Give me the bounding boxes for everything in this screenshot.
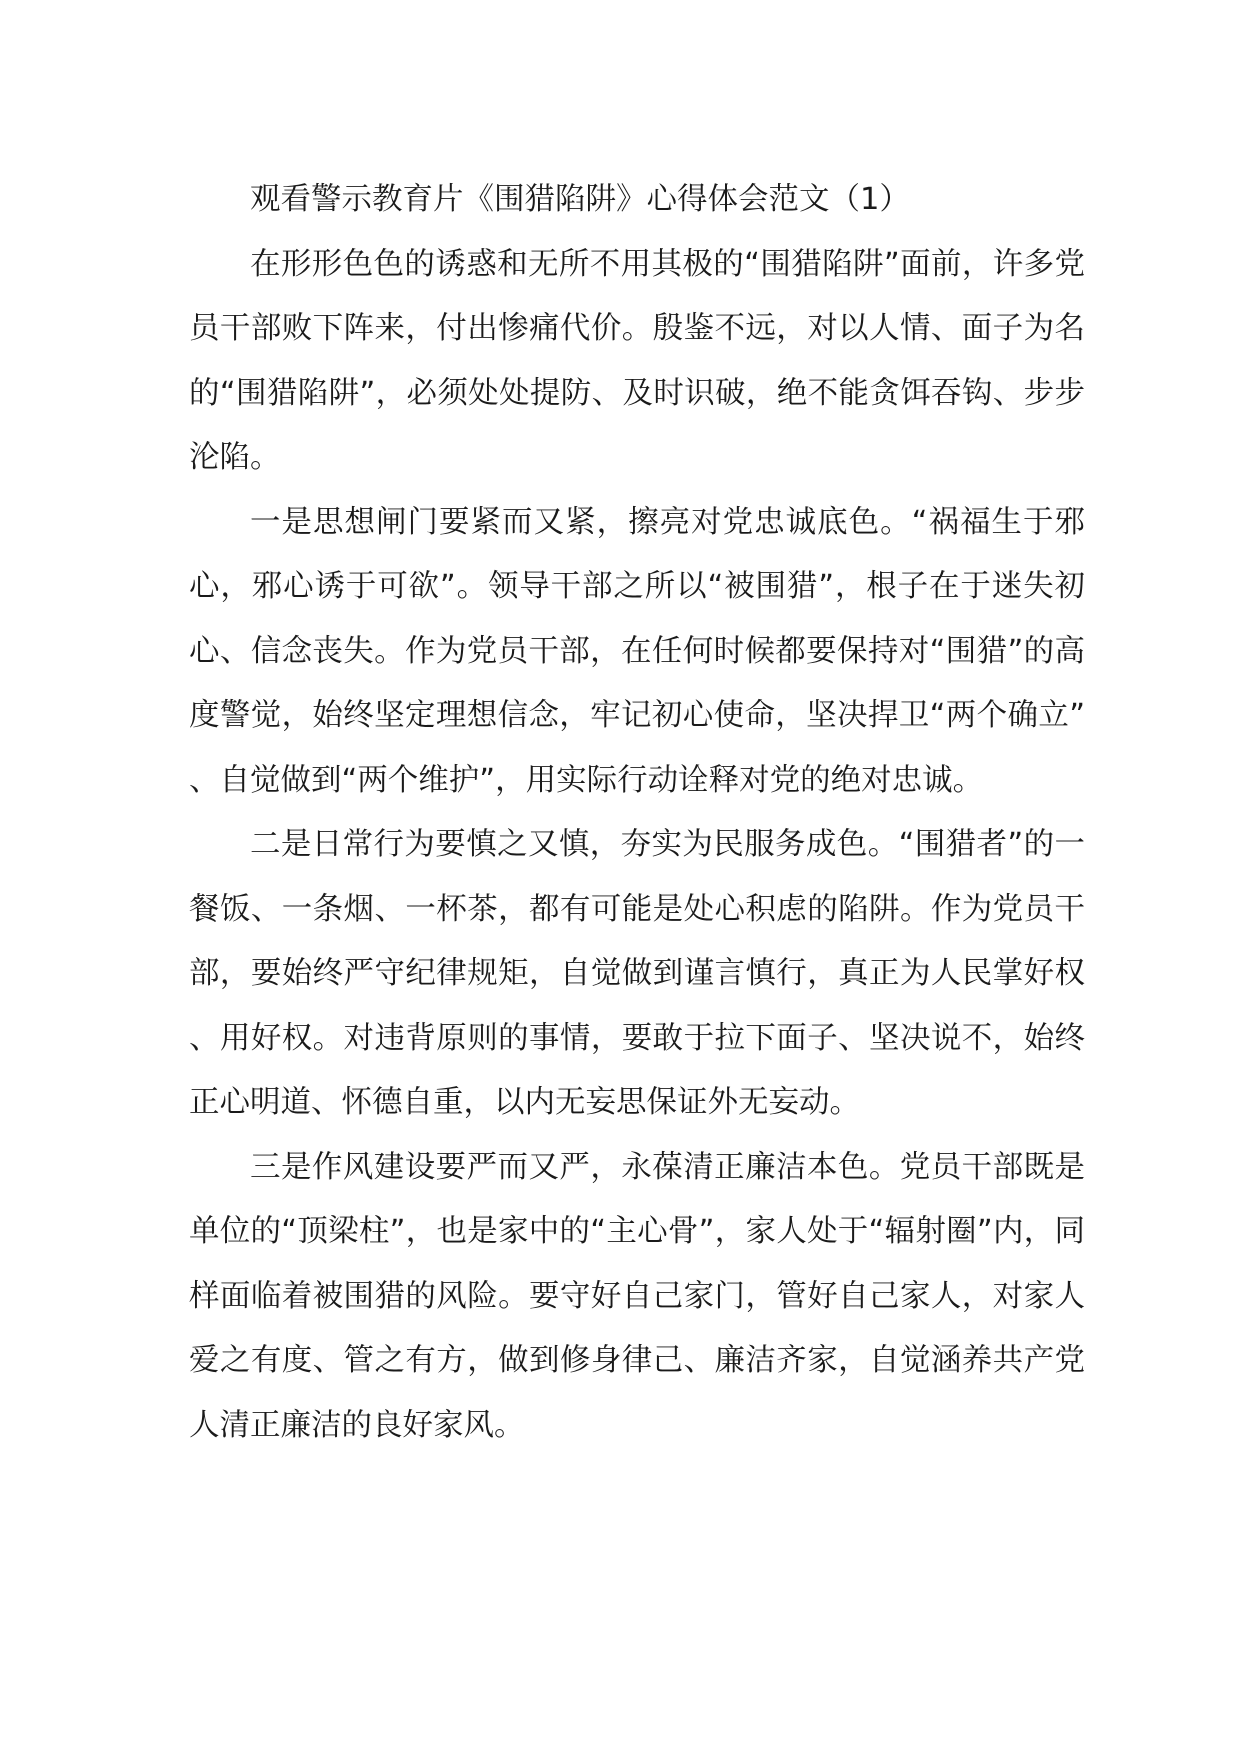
document-body [189,168,1085,1458]
intro-paragraph: 在形形色色的诱惑和无所不用其极的“围猎陷阱”面前，许多党员干部败下阵来，付出惨痛代价。殷鉴不远，对以人情、面子为名的“围猎陷阱”，必须处处提防、及时识破，绝不能贪饵吞钩、步步沦陷。 [189,246,1085,475]
point-two-paragraph: 二是日常行为要慎之又慎，夯实为民服务成色。“围猎者”的一餐饭、一条烟、一杯茶，都有可能是处心积虑的陷阱。作为党员干部，要始终严守纪律规矩，自觉做到谨言慎行，真正为人民掌好权、用好权。对违背原则的事情，要敢于拉下面子、坚决说不，始终正心明道、怀德自重，以内无妄思保证外无妄动。 [189,827,1085,1120]
point-one-paragraph: 一是思想闸门要紧而又紧，擦亮对党忠诚底色。“祸福生于邪心，邪心诱于可欲”。领导干部之所以“被围猎”，根子在于迷失初心、信念丧失。作为党员干部，在任何时候都要保持对“围猎”的高度警觉，始终坚定理想信念，牢记初心使命，坚决捍卫“两个确立”、自觉做到“两个维护”，用实际行动诠释对党的绝对忠诚。 [189,504,1085,798]
document-title: 观看警示教育片《围猎陷阱》心得体会范文（1） [250,182,910,217]
point-three-paragraph: 三是作风建设要严而又严，永葆清正廉洁本色。党员干部既是单位的“顶梁柱”，也是家中的“主心骨”，家人处于“辐射圈”内，同样面临着被围猎的风险。要守好自己家门，管好自己家人，对家人爱之有度、管之有方，做到修身律己、廉洁齐家，自觉涵养共产党人清正廉洁的良好家风。 [189,1149,1085,1443]
